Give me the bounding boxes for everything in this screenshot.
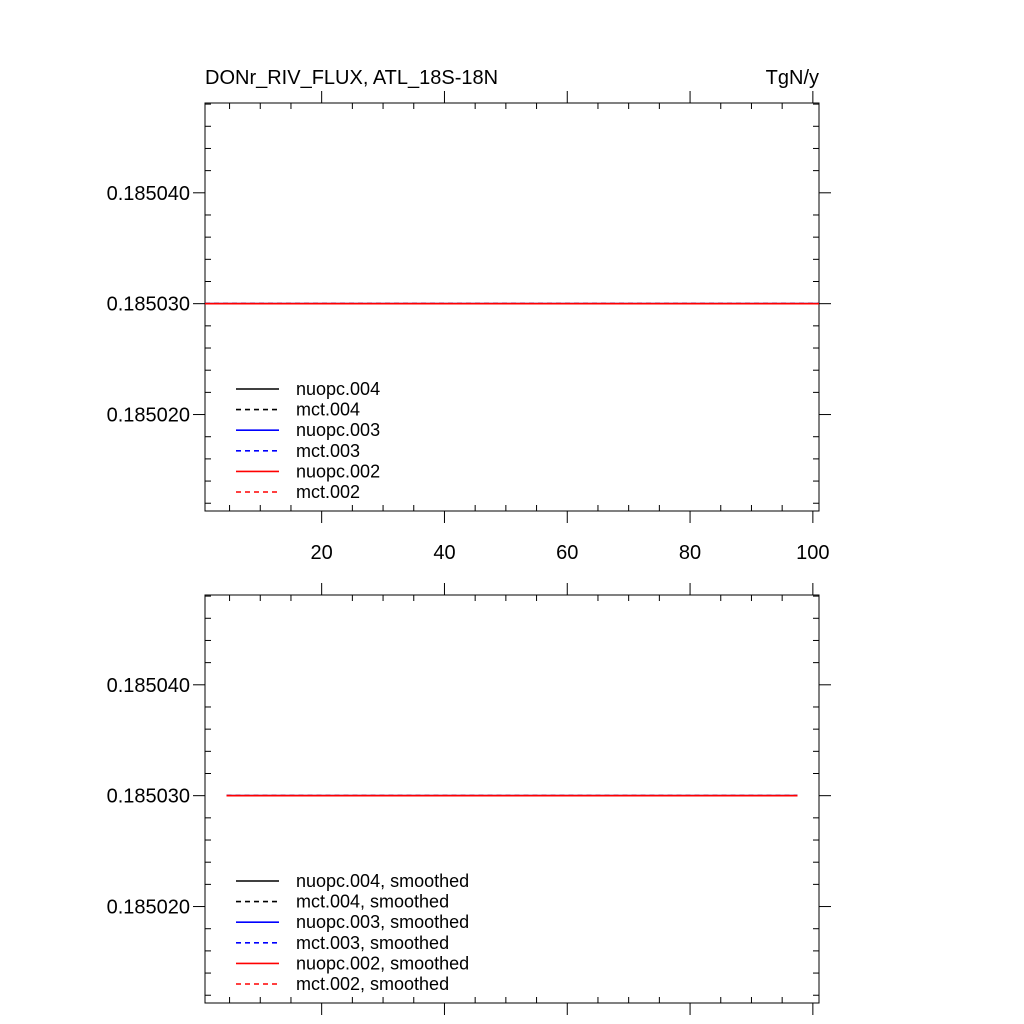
legend-entry: mct.002, smoothed [296,974,450,994]
chart-title: DONr_RIV_FLUX, ATL_18S-18N [205,67,499,89]
y-tick-label: 0.185040 [106,182,190,205]
x-tick-label: 100 [796,542,830,564]
x-tick-label: 40 [433,542,456,564]
legend-entry: nuopc.004, smoothed [296,871,470,891]
top-panel [107,67,831,564]
legend-entry: nuopc.002 [296,461,381,482]
legend-entry: mct.003, smoothed [296,932,450,953]
legend-entry: nuopc.002, smoothed [296,953,470,974]
legend-entry: nuopc.003 [296,420,381,441]
y-tick-label: 0.185020 [106,896,190,919]
legend-entry: nuopc.004 [296,379,381,399]
legend-entry: mct.004, smoothed [296,891,450,912]
legend-entry: mct.004 [296,399,361,420]
y-tick-label: 0.185040 [106,674,190,697]
y-tick-label: 0.185020 [106,404,190,427]
y-tick-label: 0.185030 [106,785,190,808]
bottom-panel [107,583,831,1015]
x-tick-label: 60 [556,542,579,564]
legend-entry: mct.003 [296,440,361,461]
legend-entry: mct.002 [296,482,361,502]
y-tick-label: 0.185030 [106,293,190,316]
legend-entry: nuopc.003, smoothed [296,912,470,933]
x-tick-label: 20 [310,542,333,564]
units-label: TgN/y [765,67,819,89]
x-tick-label: 80 [678,542,702,564]
